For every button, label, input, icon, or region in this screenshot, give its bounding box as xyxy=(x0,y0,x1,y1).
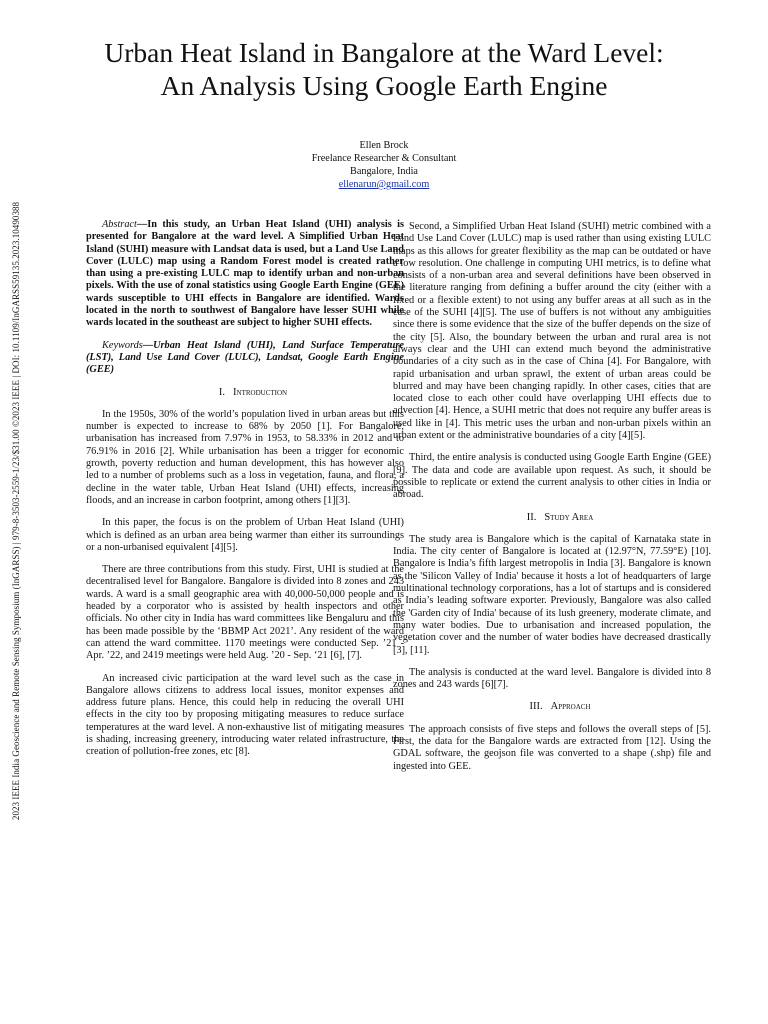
section-heading-approach xyxy=(393,701,711,713)
paragraph: There are three contributions from this study. First, UHI is studied at the decentralised level for Bangalore. Bangalore is divided into 8 zones and 243 wards. A ward is a small geographic area with 40,000-50,000 people and is headed by a corporator who is assisted by health inspectors and other officials. No other city in India has ward committees like Bengaluru and this has been made possible by the ‘BBMP Act 2021’. Any resident of the ward can attend the ward committee. 1170 meetings were conducted Sep. ’21 - Apr. ’22, and 2419 meetings were held Aug. ’20 - Sep. ‘21 [6], [7]. xyxy=(86,564,404,662)
paragraph: The analysis is conducted at the ward level. Bangalore is divided into 8 zones and 243 wards [6][7]. xyxy=(393,666,711,691)
paragraph: The study area is Bangalore which is the capital of Karnataka state in India. The city center of Bangalore is located at (12.97°N, 77.59°E) [10]. Bangalore is India’s fifth largest metropolis in India [3]. Bangalore is known as the 'Silicon Valley of India' because it hosts a lot of headquarters of large multinational technology corporations, has a lot of startups and is considered as India’s leading software exporter. Previously, Bangalore was also called the 'Garden city of India' because of its lush greenery, moderate climate, and many water bodies. Due to urbanisation and increased population, the vegetation cover and the number of water bodies have decreased drastically [3], [11]. xyxy=(393,533,711,656)
section-title: Study Area xyxy=(544,511,594,523)
paragraph: The approach consists of five steps and follows the overall steps of [5]. First, the data for the Bangalore wards are extracted from [12]. Using the GDAL software, the geojson file was converted to a shape (.shp) file and ingested into GEE. xyxy=(393,723,711,772)
abstract-body: —In this study, an Urban Heat Island (UHI) analysis is presented for Bangalore at the ward level. A Simplified Urban Heat Island (SUHI) measure with Landsat data is used, but a Land Use Land Cover (LULC) map using a Random Forest model is created rather than using a pre-existing LULC map to identify urban and non-urban pixels. With the use of zonal statistics using Google Earth Engine (GEE) wards susceptible to UHI effects in Bangalore are identified. Wards located in the north to southwest of Bangalore have lesser SUHI while wards located in the southeast are subject to higher SUHI effects. xyxy=(86,219,404,329)
paper-title xyxy=(40,36,728,102)
keywords-lead: Keywords xyxy=(102,339,143,351)
section-heading-study-area xyxy=(393,512,711,524)
paragraph: Second, a Simplified Urban Heat Island (SUHI) metric combined with a Land Use Land Cover (LULC) map is used rather than using existing LULC maps as this allows for greater flexibility as the map can be outdated or have a low resolution. One challenge in computing UHI metrics, is to define what consists of a non-urban area and several definitions have been observed in the literature ranging from defining a buffer around the city (either with a fixed or a flexible extent) to not using any buffer areas at all such as in the case of the SUHI [4][5]. The use of buffers is not without any ambiguities since there is some evidence that the size of the buffer depends on the size of the city [5]. Also, the boundary between the urban and rural area is not always clear and the UHI can extend much beyond the administrative boundaries of a city such as in the case of China [4]. For Bangalore, with rapid urbanisation and urban sprawl, the extent of urban areas could be blurred and may have been changing rapidly. In other cases, cities that are located close to each other could have overlapping UHI effects due to advection [4]. Hence, a SUHI metric that does not require any buffer areas is used like in [4]. This metric uses the urban and non-urban pixels within an urban extent or the administrative boundaries of a city [4][5]. xyxy=(393,221,711,442)
paragraph: In the 1950s, 30% of the world’s population lived in urban areas but this number is expected to increase to 68% by 2050 [1]. For Bangalore, urbanisation has increased from 7.97% in 1953, to 58.33% in 2012 and to 76.91% in 2016 [2]. While urbanisation has been a trigger for economic growth, poverty reduction and human development, this has however also led to a number of problems such as a loss in vegetation, fauna, and flora, a decline in the water table, Urban Heat Island (UHI) effects, increasing floods, and an increase in carbon footprint, among others [1][3]. xyxy=(86,408,404,506)
paragraph: Third, the entire analysis is conducted using Google Earth Engine (GEE) [9]. The data and code are available upon request. As such, it should be possible to replicate or extend the current analysis to other cities in India or abroad. xyxy=(393,452,711,501)
section-number: I. xyxy=(218,386,226,398)
right-column xyxy=(393,221,711,783)
abstract xyxy=(86,219,404,330)
keywords-body: —Urban Heat Island (UHI), Land Surface Temperature (LST), Land Use Land Cover (LULC), Landsat, Google Earth Engine (GEE) xyxy=(86,339,404,376)
author-location: Bangalore, India xyxy=(350,166,418,177)
author-name: Ellen Brock xyxy=(359,140,409,151)
title-line-1: Urban Heat Island in Bangalore at the Ward Level: xyxy=(104,37,664,68)
paragraph: In this paper, the focus is on the problem of Urban Heat Island (UHI) which is defined as an urban area being warmer than either its surroundings or a non-urbanised equivalent [4][5]. xyxy=(86,517,404,553)
doi-notice: 2023 IEEE India Geoscience and Remote Sensing Symposium (InGARSS) | 979-8-3503-2559-1/23/$31.00 ©2023 IEEE | DOI: 10.1109/InGARSS59135.2023.10490388 xyxy=(11,201,21,821)
author-email-link[interactable]: ellenarun@gmail.com xyxy=(338,179,430,190)
abstract-lead: Abstract xyxy=(102,219,137,230)
left-column xyxy=(86,219,404,769)
section-number: II. xyxy=(526,511,537,523)
author-affiliation: Freelance Researcher & Consultant xyxy=(311,153,457,164)
section-number: III. xyxy=(529,701,543,713)
section-title: Introduction xyxy=(233,386,288,398)
section-title: Approach xyxy=(550,701,591,713)
section-heading-introduction xyxy=(86,387,404,399)
keywords xyxy=(86,340,404,377)
title-line-2: An Analysis Using Google Earth Engine xyxy=(160,70,608,101)
paragraph: An increased civic participation at the ward level such as the case in Bangalore allows citizens to address local issues, monitor expenses and address future plans. Hence, this could help in reducing the overall UHI effects in the city too by proposing mitigating measures to reduce surface temperatures at the ward level. A non-exhaustive list of mitigating measures is shading, increasing greenery, introducing water related infrastructure, the creation of pollution-free zones, etc [8]. xyxy=(86,672,404,758)
publication-sidebar xyxy=(3,160,29,862)
author-block xyxy=(200,139,568,191)
